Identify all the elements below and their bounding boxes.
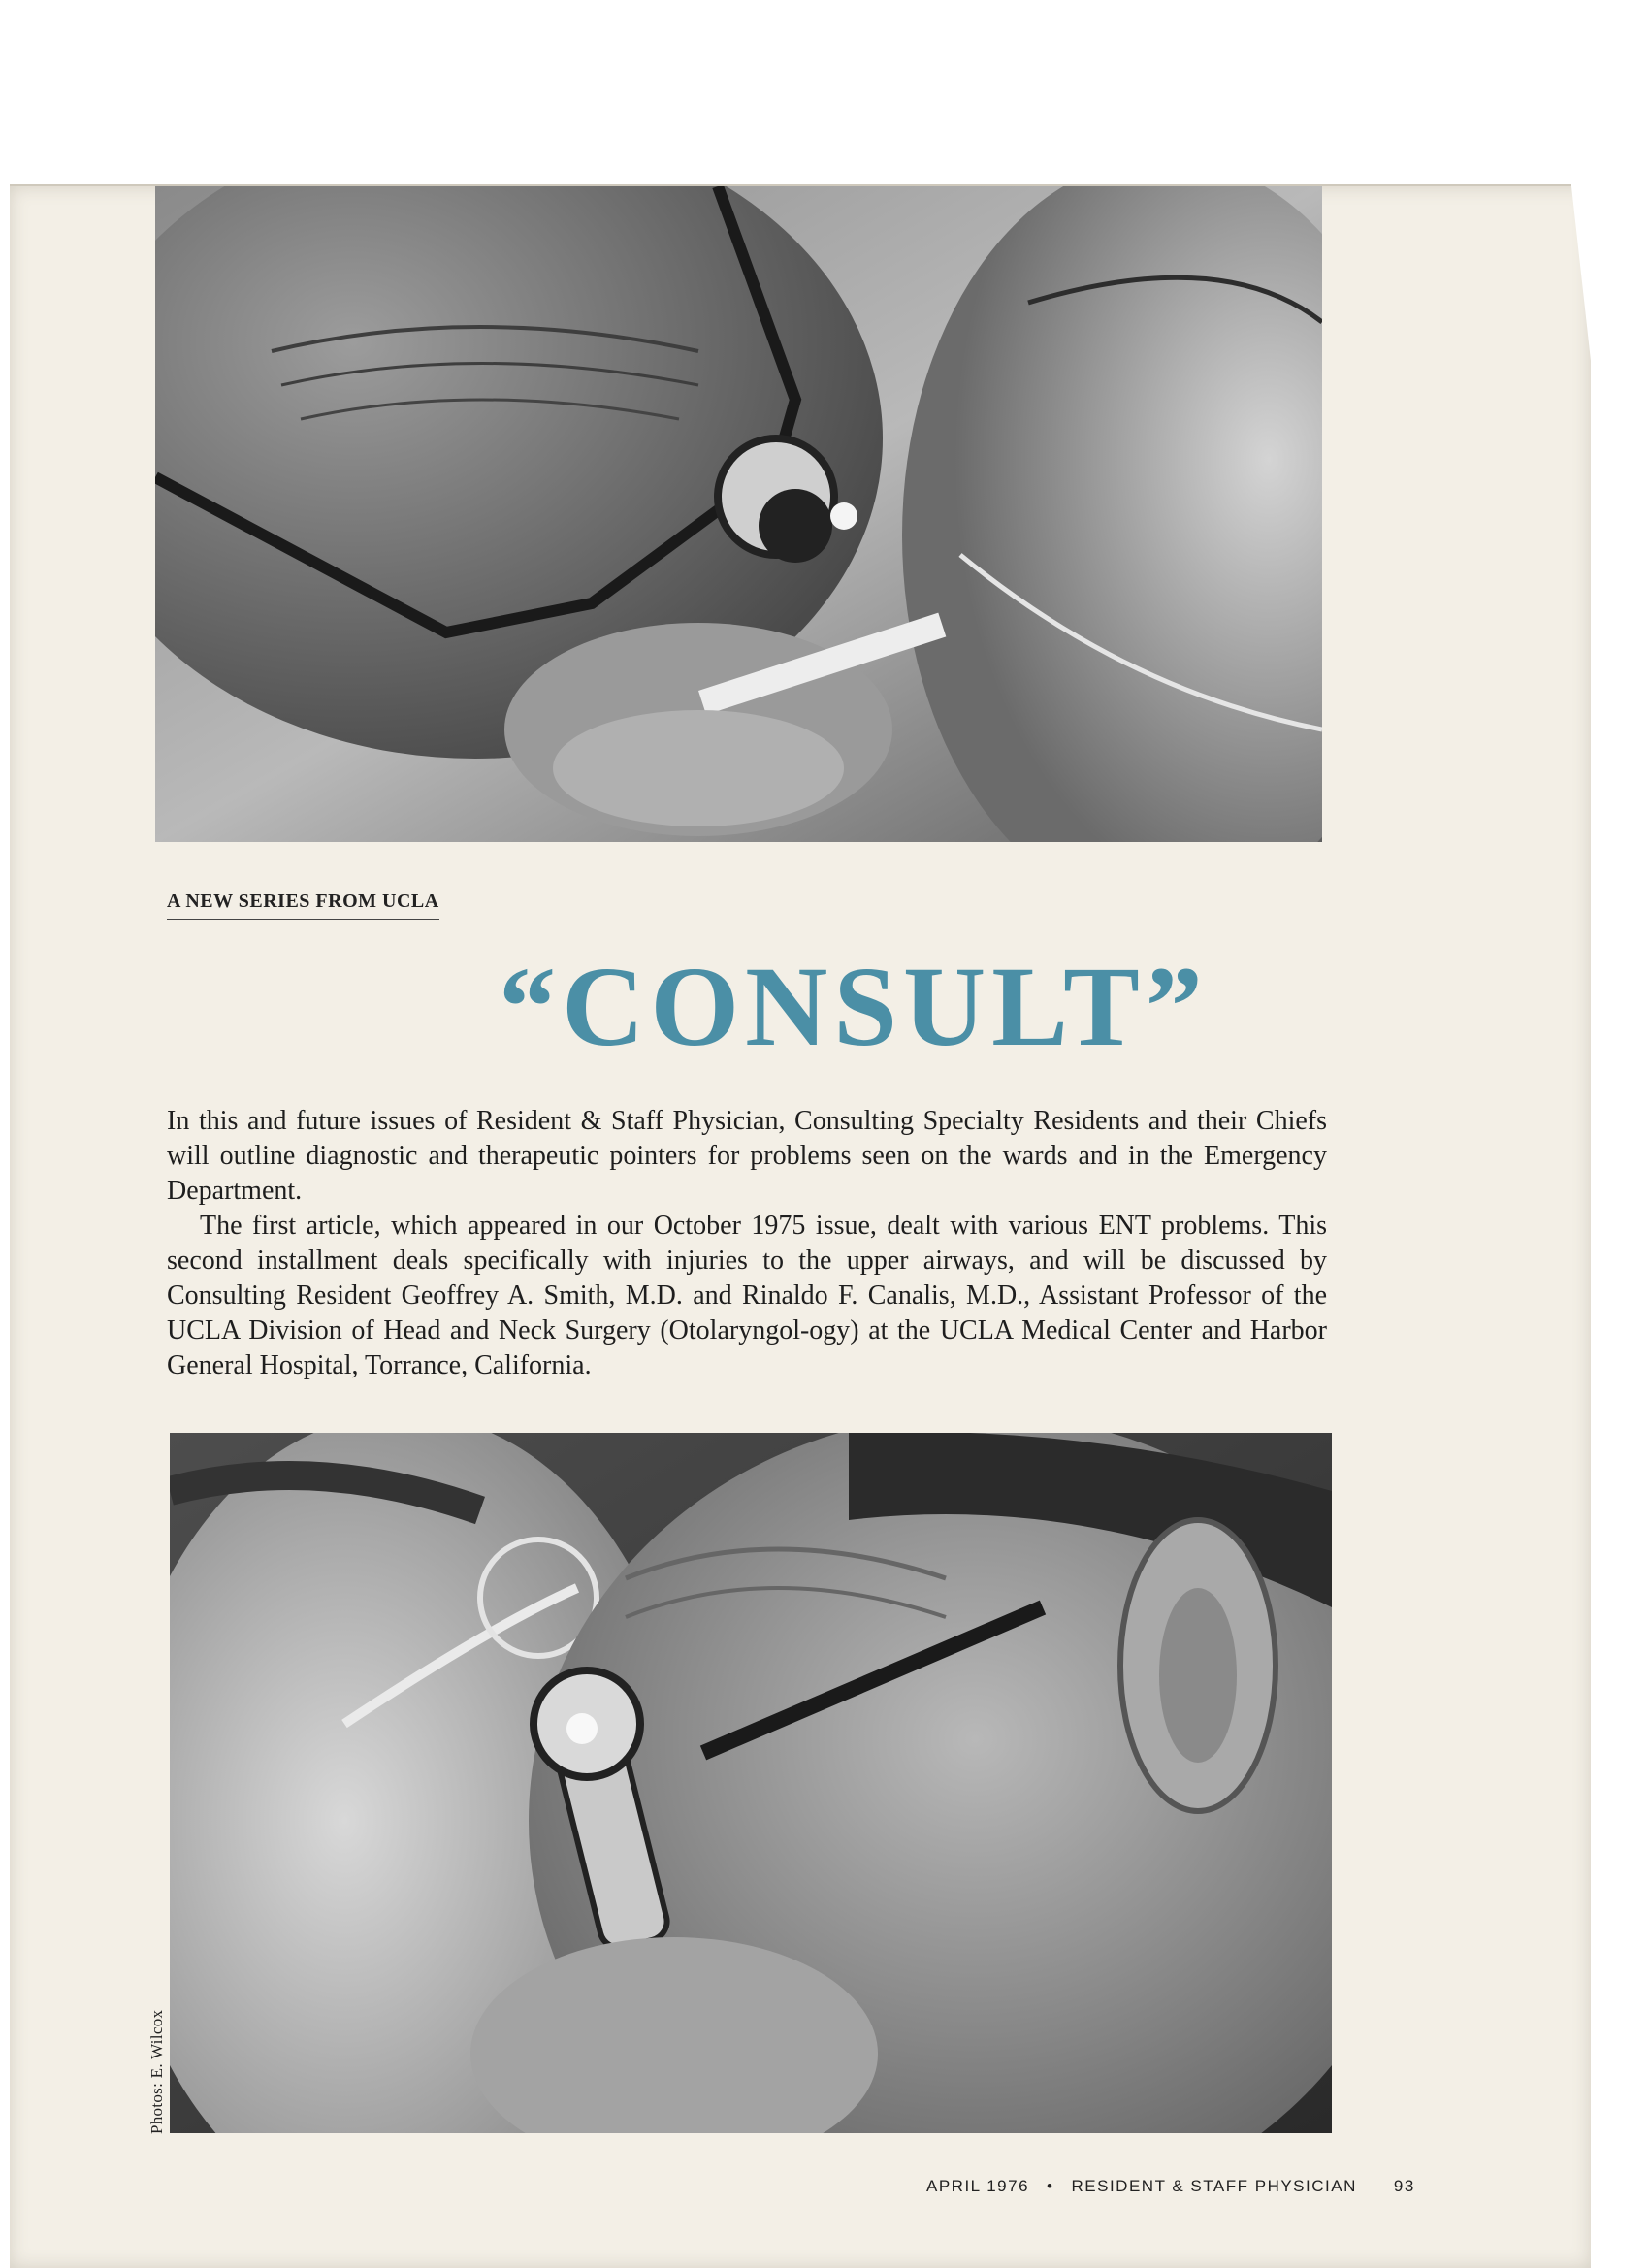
article-headline: “CONSULT” bbox=[499, 943, 1209, 1070]
page-footer bbox=[926, 2177, 1415, 2196]
series-label: A NEW SERIES FROM UCLA bbox=[167, 891, 439, 920]
article-body bbox=[167, 1104, 1327, 1383]
footer-bullet: • bbox=[1047, 2177, 1054, 2195]
photo-ear-examination bbox=[170, 1433, 1332, 2133]
photo-credit: Photos: E. Wilcox bbox=[147, 2009, 166, 2134]
publication-name: RESIDENT & STAFF PHYSICIAN bbox=[1071, 2177, 1357, 2195]
page-number: 93 bbox=[1393, 2177, 1415, 2195]
second-paragraph: The first article, which appeared in our October 1975 issue, dealt with various ENT problems. This second installment deals specifically with injuries to the upper airways, and will be discussed by Consulting Resident Geoffrey A. Smith, M.D. and Rinaldo F. Canalis, M.D., Assistant Professor of the UCLA Division of Head and Neck Surgery (Otolaryngol-ogy) at the UCLA Medical Center and Harbor General Hospital, Torrance, California. bbox=[167, 1211, 1327, 1380]
issue-date: APRIL 1976 bbox=[926, 2177, 1030, 2195]
photo-throat-examination bbox=[155, 186, 1322, 842]
intro-paragraph: In this and future issues of Resident & Staff Physician, Consulting Specialty Residents and their Chiefs will outline diagnostic and therapeutic pointers for problems seen on the wards and in the Emergency Department. bbox=[167, 1106, 1327, 1206]
